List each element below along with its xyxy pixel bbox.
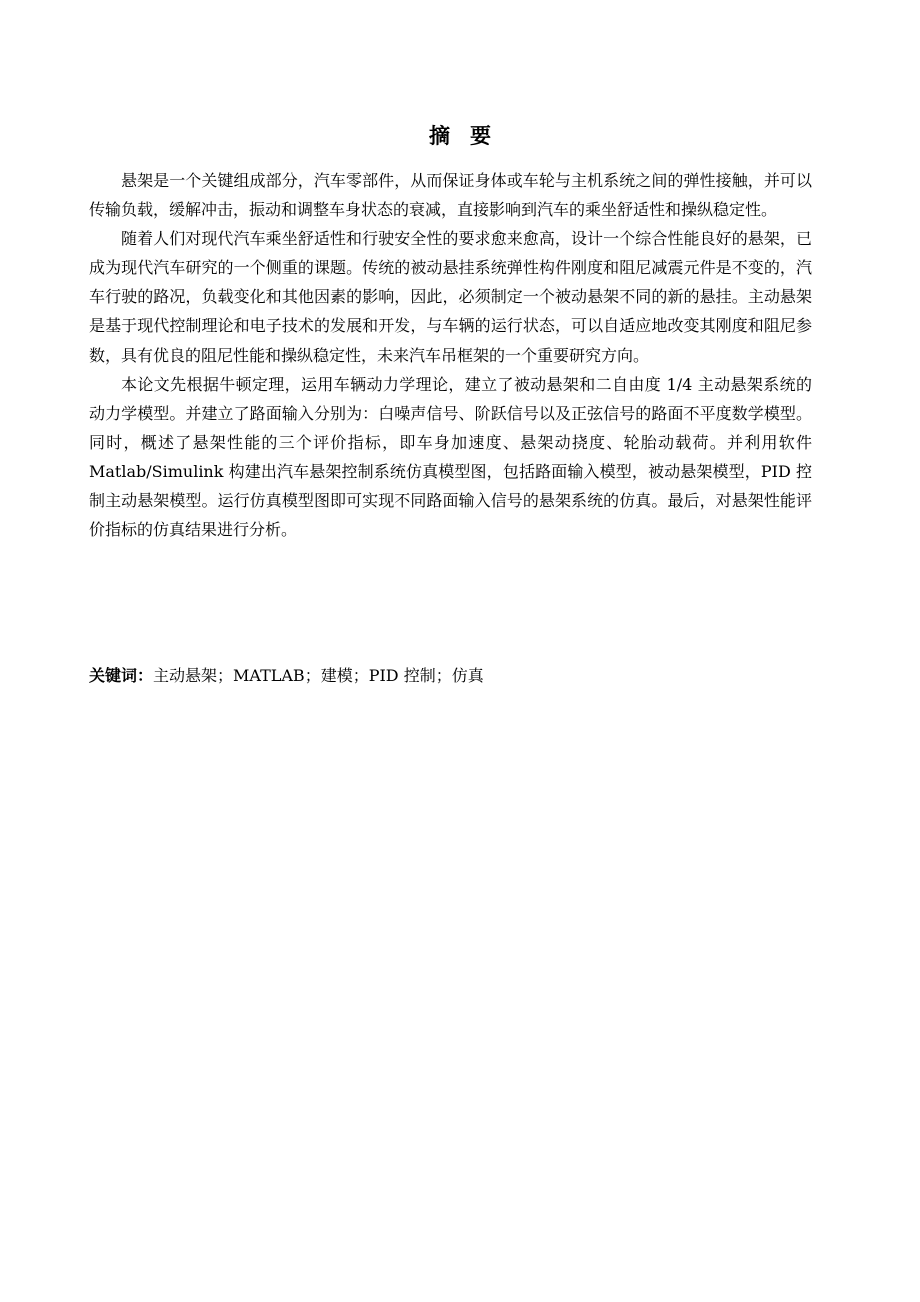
keywords-text: 主动悬架；MATLAB；建模；PID 控制；仿真 bbox=[153, 666, 484, 685]
abstract-paragraph-3: 本论文先根据牛顿定理，运用车辆动力学理论，建立了被动悬架和二自由度 1/4 主动悬架系统的动力学模型。并建立了路面输入分别为：白噪声信号、阶跃信号以及正弦信号的路面不平度数学模型。同时，概述了悬架性能的三个评价指标，即车身加速度、悬架动挠度、轮胎动载荷。并利用软件 Matlab/Simulink 构建出汽车悬架控制系统仿真模型图，包括路面输入模型，被动悬架模型，PID 控制主动悬架模型。运行仿真模型图即可实现不同路面输入信号的悬架系统的仿真。最后，对悬架性能评价指标的仿真结果进行分析。 bbox=[89, 374, 812, 540]
keywords-line bbox=[89, 661, 812, 690]
abstract-body bbox=[89, 166, 812, 544]
keywords-label: 关键词： bbox=[89, 666, 154, 685]
abstract-paragraph-2: 随着人们对现代汽车乘坐舒适性和行驶安全性的要求愈来愈高，设计一个综合性能良好的悬架，已成为现代汽车研究的一个侧重的课题。传统的被动悬挂系统弹性构件刚度和阻尼减震元件是不变的，汽车行驶的路况，负载变化和其他因素的影响，因此，必须制定一个被动悬架不同的新的悬挂。主动悬架是基于现代控制理论和电子技术的发展和开发，与车辆的运行状态，可以自适应地改变其刚度和阻尼参数，具有优良的阻尼性能和操纵稳定性，未来汽车吊框架的一个重要研究方向。 bbox=[89, 229, 812, 365]
abstract-title: 摘要 bbox=[429, 124, 511, 148]
abstract-paragraph-1: 悬架是一个关键组成部分，汽车零部件，从而保证身体或车轮与主机系统之间的弹性接触，并可以传输负载，缓解冲击，振动和调整车身状态的衰减，直接影响到汽车的乘坐舒适性和操纵稳定性。 bbox=[89, 171, 812, 220]
